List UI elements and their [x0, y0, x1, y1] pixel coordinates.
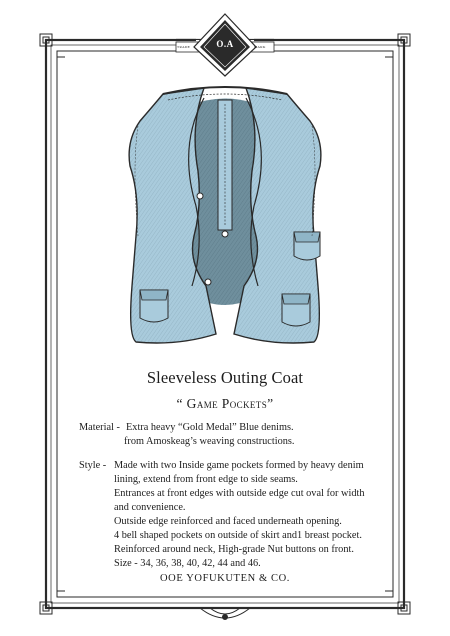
- style-line: Size - 34, 36, 38, 40, 42, 44 and 46.: [114, 558, 261, 569]
- material-label: Material -: [79, 422, 120, 433]
- style-line: 4 bell shaped pockets on outside of skirt and1 breast pocket.: [114, 530, 362, 541]
- style-line: Outside edge reinforced and faced underneath opening.: [114, 516, 342, 527]
- material-line-2: from Amoskeag’s weaving constructions.: [124, 436, 295, 447]
- style-line: lining, extend from front edge to side seams.: [114, 474, 298, 485]
- emblem-left-text: TRADE: [177, 45, 191, 49]
- style-line: Reinforced around neck, High-grade Nut buttons on front.: [114, 544, 354, 555]
- style-line: Made with two Inside game pockets formed by heavy denim: [114, 460, 364, 471]
- material-line-1: Extra heavy “Gold Medal” Blue denims.: [126, 422, 294, 433]
- style-line: Entrances at front edges with outside edge cut oval for width: [114, 488, 365, 499]
- emblem-right-text: MARK: [254, 45, 266, 49]
- company-name: OOE YOFUKUTEN & CO.: [159, 573, 290, 584]
- vest-illustration: [118, 86, 332, 354]
- page-subtitle: “ Game Pockets”: [176, 396, 274, 411]
- style-label: Style -: [79, 460, 107, 471]
- page-title: Sleeveless Outing Coat: [146, 368, 304, 387]
- emblem-monogram: O.A: [216, 39, 234, 49]
- style-line: and convenience.: [114, 502, 186, 513]
